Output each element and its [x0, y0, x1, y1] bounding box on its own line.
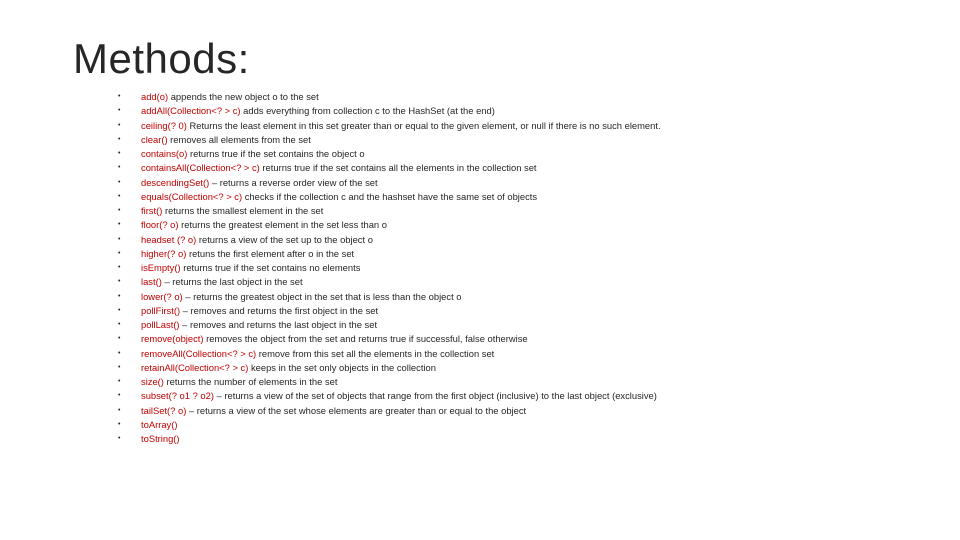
method-description: – returns the last object in the set	[161, 276, 303, 288]
method-description: returns the greatest element in the set less than o	[178, 219, 387, 231]
method-name: first()	[141, 205, 163, 216]
list-item	[118, 418, 948, 432]
bullet-icon: •	[118, 235, 121, 243]
bullet-icon: •	[118, 363, 121, 371]
bullet-icon: •	[118, 264, 121, 271]
method-name: toArray()	[141, 418, 178, 430]
method-name: add(o)	[141, 91, 169, 102]
list-item	[118, 404, 948, 418]
method-name: floor(? o)	[141, 219, 179, 231]
bullet-icon: •	[118, 121, 121, 129]
bullet-icon: •	[118, 278, 121, 286]
bullet-icon: •	[118, 221, 121, 229]
list-item	[118, 361, 948, 375]
method-description: returns the number of elements in the set	[163, 376, 338, 387]
bullet-icon: •	[118, 349, 121, 357]
method-description: removes the object from the set and returns true if successful, false otherwise	[203, 333, 528, 345]
bullet-icon: •	[118, 207, 121, 214]
method-description: – returns a view of the set of objects that range from the first object (inclusive) to the last object (exclusive)	[213, 390, 657, 402]
method-name: toString()	[141, 433, 180, 444]
method-name: contains(o)	[141, 148, 188, 159]
method-description: removes all elements from the set	[167, 133, 311, 145]
method-description: keeps in the set only objects in the collection	[248, 361, 436, 373]
method-description: – returns a view of the set whose elements are greater than or equal to the object	[186, 404, 527, 416]
method-description: – returns the greatest object in the set that is less than the object o	[182, 290, 462, 302]
method-name: subset(? o1 ? o2)	[141, 390, 214, 402]
method-description: checks if the collection c and the hashset have the same set of objects	[242, 190, 538, 202]
method-name: ceiling(? 0)	[141, 119, 187, 131]
list-item	[118, 104, 948, 118]
list-item	[118, 147, 948, 161]
method-description: returns true if the set contains no elements	[180, 262, 361, 273]
bullet-icon: •	[118, 378, 121, 385]
list-item	[118, 218, 948, 232]
method-description: retuns the first element after o in the set	[186, 247, 355, 259]
slide-title: Methods:	[73, 35, 250, 82]
bullet-icon: •	[118, 164, 121, 172]
method-name: pollFirst()	[141, 304, 181, 316]
bullet-icon: •	[118, 178, 121, 186]
method-description: – removes and returns the first object in the set	[180, 304, 379, 316]
list-item	[118, 233, 948, 247]
method-name: size()	[141, 376, 164, 387]
method-description: returns true if the set contains all the elements in the collection set	[259, 162, 537, 174]
list-item	[118, 347, 948, 361]
list-item	[118, 190, 948, 204]
list-item	[118, 432, 948, 446]
list-item	[118, 304, 948, 318]
bullet-icon: •	[118, 335, 121, 343]
list-item	[118, 161, 948, 175]
method-description: – removes and returns the last object in the set	[179, 319, 378, 330]
method-name: tailSet(? o)	[141, 404, 187, 416]
list-item	[118, 261, 948, 275]
method-name: isEmpty()	[141, 262, 181, 273]
method-description: Returns the least element in this set greater than or equal to the given element, or null if there is no such element.	[186, 119, 661, 131]
method-name: containsAll(Collection<? > c)	[141, 162, 260, 174]
methods-list	[118, 90, 948, 446]
method-name: addAll(Collection<? > c)	[141, 105, 241, 117]
bullet-icon: •	[118, 306, 121, 314]
method-name: last()	[141, 276, 162, 288]
bullet-icon: •	[118, 249, 121, 257]
bullet-icon: •	[118, 135, 121, 143]
list-item	[118, 332, 948, 346]
method-description: appends the new object o to the set	[168, 91, 319, 102]
method-description: adds everything from collection c to the HashSet (at the end)	[240, 105, 495, 117]
method-name: descendingSet()	[141, 176, 210, 188]
method-name: pollLast()	[141, 319, 180, 330]
method-name: clear()	[141, 133, 168, 145]
list-item	[118, 90, 948, 104]
bullet-icon: •	[118, 321, 121, 328]
bullet-icon: •	[118, 435, 121, 442]
method-name: removeAll(Collection<? > c)	[141, 347, 257, 359]
bullet-icon: •	[118, 150, 121, 157]
list-item	[118, 375, 948, 389]
bullet-icon: •	[118, 406, 121, 414]
list-item	[118, 290, 948, 304]
bullet-icon: •	[118, 192, 121, 200]
bullet-icon: •	[118, 292, 121, 300]
method-description: remove from this set all the elements in the collection set	[256, 347, 495, 359]
method-description: – returns a reverse order view of the set	[209, 176, 378, 188]
method-name: remove(object)	[141, 333, 204, 345]
list-item	[118, 204, 948, 218]
list-item	[118, 318, 948, 332]
list-item	[118, 389, 948, 403]
method-name: headset (? o)	[141, 233, 197, 245]
bullet-icon: •	[118, 93, 121, 100]
bullet-icon: •	[118, 420, 121, 428]
bullet-icon: •	[118, 392, 121, 400]
list-item	[118, 133, 948, 147]
method-name: lower(? o)	[141, 290, 183, 302]
method-name: retainAll(Collection<? > c)	[141, 361, 249, 373]
method-name: higher(? o)	[141, 247, 187, 259]
method-name: equals(Collection<? > c)	[141, 190, 243, 202]
method-description: returns a view of the set up to the object o	[196, 233, 373, 245]
list-item	[118, 119, 948, 133]
method-description: returns the smallest element in the set	[162, 205, 324, 216]
list-item	[118, 275, 948, 289]
method-description: returns true if the set contains the object o	[187, 148, 365, 159]
list-item	[118, 176, 948, 190]
list-item	[118, 247, 948, 261]
bullet-icon: •	[118, 107, 121, 115]
